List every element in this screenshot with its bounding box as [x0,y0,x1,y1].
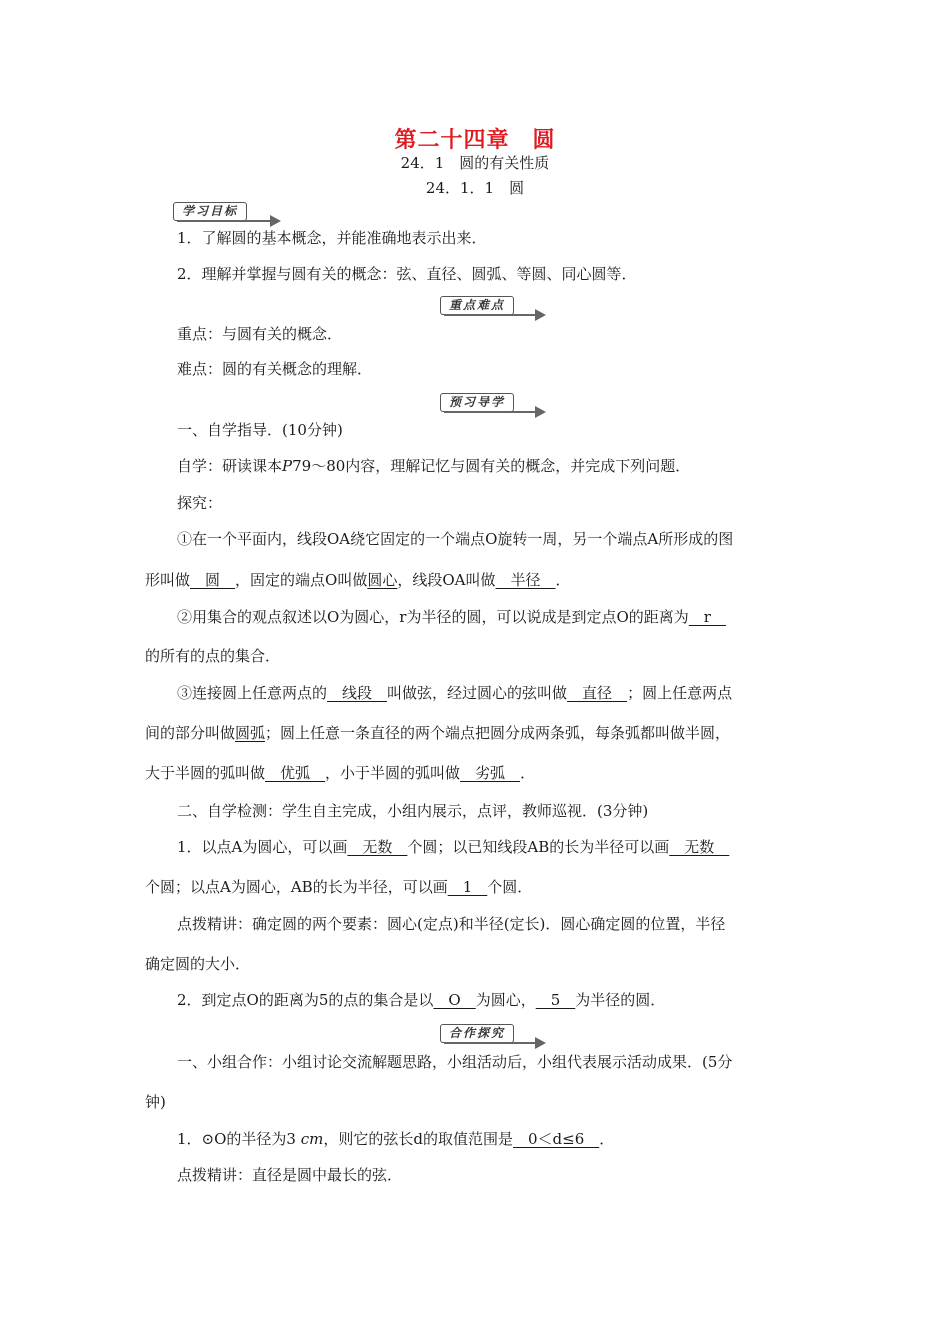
answer-blank: O [433,991,476,1009]
answer-blank: 圆 [190,571,236,589]
cooperation-tip: 点拨精讲：直径是圆中最长的弦． [177,1166,403,1184]
answer-blank: 优弧 [265,764,326,782]
check-1-line-1: 1．以点A为圆心，可以画 无数 个圆；以已知线段AB的长为半径可以画 无数 [177,838,730,856]
badge-underline [444,1042,536,1044]
q3-line-3: 大于半圆的弧叫做 优弧 ，小于半圆的弧叫做 劣弧 ． [145,764,536,782]
cooperation-badge-label: 合作探究 [440,1024,514,1043]
q3-line-1: ③连接圆上任意两点的 线段 叫做弦，经过圆心的弦叫做 直径 ；圆上任意两点 [177,684,733,702]
objective-1: 1．了解圆的基本概念，并能准确地表示出来． [177,229,487,247]
tip-1-line-1: 点拨精讲：确定圆的两个要素：圆心(定点)和半径(定长)．圆心确定圆的位置，半径 [177,915,726,933]
objectives-badge [173,202,281,224]
objective-2: 2．理解并掌握与圆有关的概念：弦、直径、圆弧、等圆、同心圆等． [177,265,637,283]
answer-blank: 无数 [669,838,730,856]
answer-blank: 5 [535,991,576,1009]
answer-blank: r [688,608,726,626]
q3-line-2: 间的部分叫做圆弧；圆上任意一条直径的两个端点把圆分成两条弧，每条弧都叫做半圆， [145,724,731,742]
cooperation-heading-line-2: 钟) [145,1093,166,1111]
answer-blank: 直径 [567,684,628,702]
cooperation-badge [440,1024,546,1046]
badge-underline [444,314,536,316]
answer-blank: 圆弧 [235,724,266,742]
difficulty-text: 难点：圆的有关概念的理解． [177,360,373,378]
answer-blank: 0＜d≤6 [512,1130,600,1148]
objectives-badge-label: 学习目标 [173,202,247,221]
q1-line-2: 形叫做 圆 ，固定的端点O叫做圆心，线段OA叫做 半径 ． [145,571,571,589]
key-points-badge [440,296,546,318]
subsection-title: 24．1．1 圆 [425,179,525,197]
answer-blank: 圆心 [367,571,398,589]
answer-blank: 1 [447,878,488,896]
badge-arrow-icon [535,406,546,418]
preview-badge [440,393,546,415]
q2-line-2: 的所有的点的集合． [145,647,281,665]
explore-label: 探究： [177,494,223,512]
answer-blank: 无数 [347,838,408,856]
answer-blank: 线段 [327,684,388,702]
badge-underline [444,411,536,413]
q1-line-1: ①在一个平面内，线段OA绕它固定的一个端点O旋转一周，另一个端点A所形成的图 [177,530,734,548]
badge-arrow-icon [535,1037,546,1049]
cooperation-q1: 1．⊙O的半径为3 cm，则它的弦长d的取值范围是 0＜d≤6 ． [177,1130,615,1148]
focus-text: 重点：与圆有关的概念． [177,325,343,343]
section-title: 24．1 圆的有关性质 [400,154,550,172]
preview-badge-label: 预习导学 [440,393,514,412]
badge-underline [177,220,271,222]
cooperation-heading-line-1: 一、小组合作：小组讨论交流解题思路，小组活动后，小组代表展示活动成果．(5分 [177,1053,733,1071]
tip-1-line-2: 确定圆的大小． [145,955,251,973]
q2-line-1: ②用集合的观点叙述以O为圆心，r为半径的圆，可以说成是到定点O的距离为 r [177,608,726,626]
self-study-text: 自学：研读课本P79～80内容，理解记忆与圆有关的概念，并完成下列问题． [177,457,691,475]
chapter-title: 第二十四章 圆 [394,128,556,153]
badge-arrow-icon [270,215,281,227]
answer-blank: 劣弧 [460,764,521,782]
preview-heading-2: 二、自学检测：学生自主完成，小组内展示，点评，教师巡视．(3分钟) [177,802,649,820]
check-2: 2．到定点O的距离为5的点的集合是以 O 为圆心， 5 为半径的圆． [177,991,666,1009]
badge-arrow-icon [535,309,546,321]
key-points-badge-label: 重点难点 [440,296,514,315]
answer-blank: 半径 [495,571,556,589]
check-1-line-2: 个圆；以点A为圆心，AB的长为半径，可以画 1 个圆． [145,878,533,896]
preview-heading-1: 一、自学指导．(10分钟) [177,421,343,439]
